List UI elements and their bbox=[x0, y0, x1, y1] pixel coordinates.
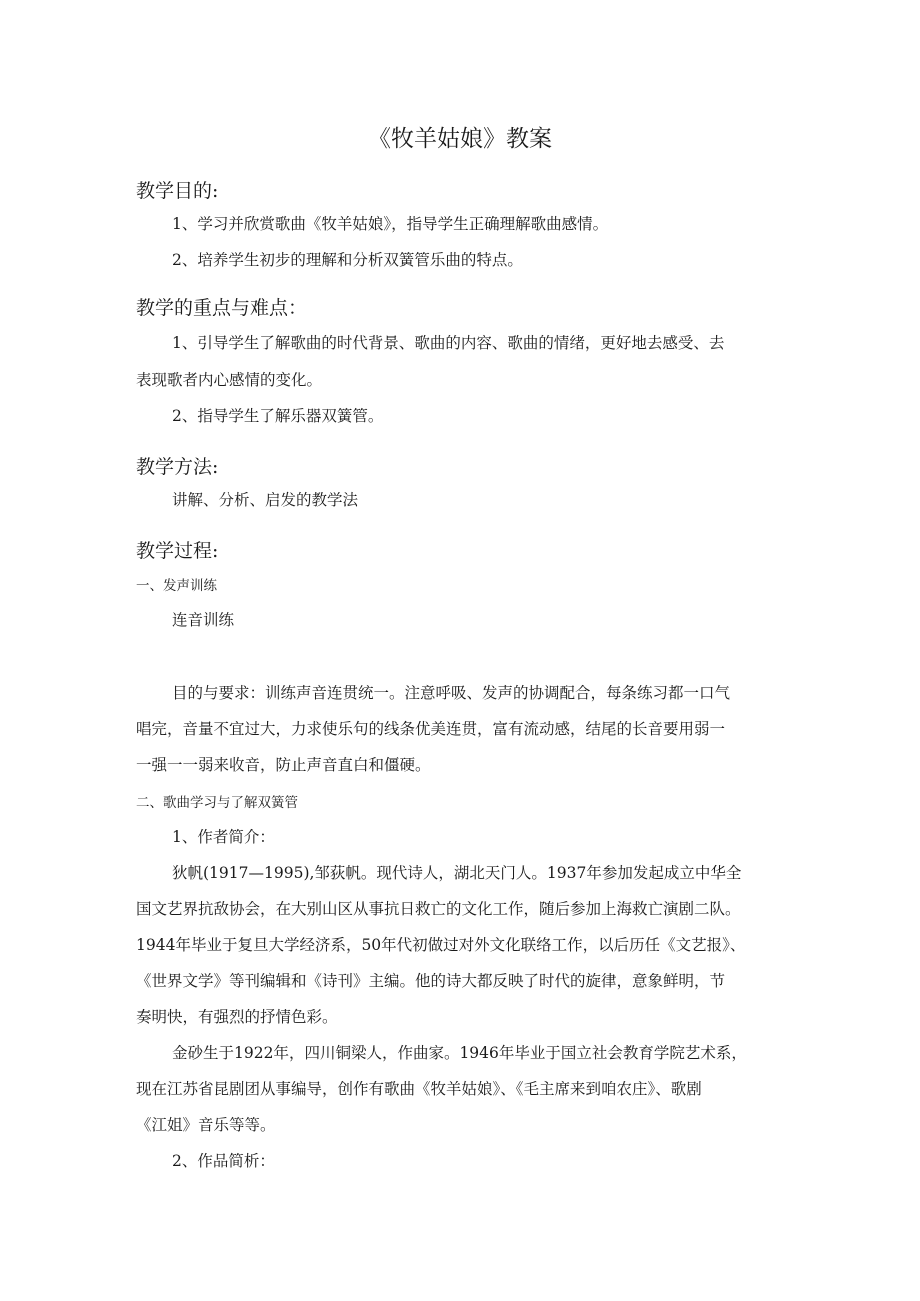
composer-line-1: 金砂生于1922年，四川铜梁人，作曲家。1946年毕业于国立社会教育学院艺术系， bbox=[172, 1044, 747, 1062]
composer-line-2: 现在江苏省昆剧团从事编导，创作有歌曲《牧羊姑娘》、《毛主席来到咱农庄》、歌剧 bbox=[136, 1080, 702, 1098]
composer-line-3: 《江姐》音乐等等。 bbox=[136, 1116, 276, 1134]
goal-item-1: 1、学习并欣赏歌曲《牧羊姑娘》，指导学生正确理解歌曲感情。 bbox=[172, 215, 609, 233]
goals-heading: 教学目的: bbox=[136, 180, 219, 202]
requirement-line-2: 唱完，音量不宜过大，力求使乐句的线条优美连贯，富有流动感，结尾的长音要用弱一 bbox=[136, 720, 726, 738]
focus-heading: 教学的重点与难点： bbox=[136, 297, 308, 319]
method-text: 讲解、分析、启发的教学法 bbox=[172, 491, 359, 509]
requirement-line-1: 目的与要求：训练声音连贯统一。注意呼吸、发声的协调配合，每条练习都一口气 bbox=[172, 684, 731, 702]
goal-item-2: 2、培养学生初步的理解和分析双簧管乐曲的特点。 bbox=[172, 251, 523, 269]
requirement-line-3: 一强一一弱来收音，防止声音直白和僵硬。 bbox=[136, 756, 431, 774]
analysis-heading: 2、作品简析： bbox=[172, 1152, 275, 1170]
section-1-heading: 一、发声训练 bbox=[136, 578, 217, 594]
author-heading: 1、作者简介： bbox=[172, 828, 275, 846]
section-2-heading: 二、歌曲学习与了解双簧管 bbox=[136, 795, 298, 811]
process-heading: 教学过程: bbox=[136, 540, 219, 562]
focus-item-1-line-2: 表现歌者内心感情的变化。 bbox=[136, 371, 323, 389]
focus-item-2: 2、指导学生了解乐器双簧管。 bbox=[172, 407, 384, 425]
lyricist-line-5: 奏明快，有强烈的抒情色彩。 bbox=[136, 1008, 338, 1026]
document-title: 《牧羊姑娘》教案 bbox=[368, 126, 552, 152]
section-1-subheading: 连音训练 bbox=[172, 611, 235, 629]
lyricist-line-3: 1944年毕业于复旦大学经济系，50年代初做过对外文化联络工作，以后历任《文艺报》、 bbox=[136, 936, 746, 954]
lyricist-line-4: 《世界文学》等刊编辑和《诗刊》主编。他的诗大都反映了时代的旋律，意象鲜明，节 bbox=[136, 972, 726, 990]
lyricist-line-2: 国文艺界抗敌协会，在大别山区从事抗日救亡的文化工作，随后参加上海救亡演剧二队。 bbox=[136, 900, 741, 918]
focus-item-1-line-1: 1、引导学生了解歌曲的时代背景、歌曲的内容、歌曲的情绪，更好地去感受、去 bbox=[172, 334, 725, 352]
lyricist-line-1: 狄帆(1917—1995),邹荻帆。现代诗人，湖北天门人。1937年参加发起成立中华全 bbox=[172, 864, 742, 882]
method-heading: 教学方法: bbox=[136, 456, 219, 478]
